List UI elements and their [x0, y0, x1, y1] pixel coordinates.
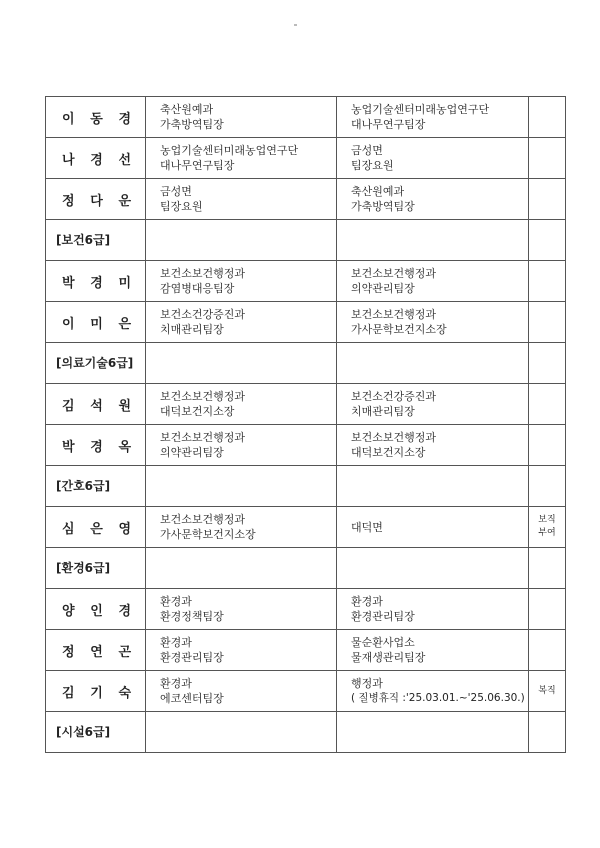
- previous-position: [146, 384, 337, 425]
- name-char: 원: [118, 398, 131, 414]
- remark: [529, 630, 566, 671]
- name-char: 인: [90, 603, 103, 619]
- name-char: 옥: [118, 439, 131, 455]
- person-name-cell: [46, 302, 146, 343]
- previous-position-line: 에코센터팀장: [160, 692, 224, 705]
- remark: [529, 138, 566, 179]
- person-name-cell: [46, 671, 146, 712]
- grade-category-label: [보건6급]: [46, 220, 146, 261]
- person-row: [46, 138, 566, 179]
- previous-position-line: 보건소보건행정과: [160, 390, 246, 403]
- new-position: [337, 97, 529, 138]
- previous-position-line: 팀장요원: [160, 200, 203, 213]
- new-position-line: 대덕보건지소장: [351, 446, 426, 459]
- personnel-table-body: [46, 97, 566, 753]
- previous-position: [146, 97, 337, 138]
- person-row: [46, 261, 566, 302]
- category-row: [46, 220, 566, 261]
- previous-position-line: 대나무연구팀장: [160, 159, 235, 172]
- new-position-line: 보건소건강증진과: [351, 390, 437, 403]
- empty-cell: [146, 220, 337, 261]
- previous-position-line: 보건소건강증진과: [160, 308, 246, 321]
- name-char: 정: [62, 644, 75, 660]
- name-char: 경: [90, 275, 103, 291]
- empty-cell: [337, 548, 529, 589]
- person-row: [46, 630, 566, 671]
- new-position-line: 가사문학보건지소장: [351, 323, 447, 336]
- name-char: 은: [118, 316, 131, 332]
- remark: [529, 589, 566, 630]
- name-char: 석: [90, 398, 103, 414]
- person-row: [46, 384, 566, 425]
- new-position: [337, 138, 529, 179]
- category-row: [46, 466, 566, 507]
- person-name: [46, 149, 145, 168]
- person-name: [46, 395, 145, 414]
- previous-position-line: 환경과: [160, 677, 192, 690]
- name-char: 박: [62, 439, 75, 455]
- new-position-line: 팀장요원: [351, 159, 394, 172]
- previous-position-line: 농업기술센터미래농업연구단: [160, 144, 299, 157]
- name-char: 미: [118, 275, 131, 291]
- person-row: [46, 97, 566, 138]
- name-char: 양: [62, 603, 75, 619]
- name-char: 심: [62, 521, 75, 537]
- name-char: 미: [90, 316, 103, 332]
- grade-category-label: [의료기술6급]: [46, 343, 146, 384]
- personnel-table: [45, 96, 566, 753]
- previous-position-line: 금성면: [160, 185, 192, 198]
- new-position: [337, 630, 529, 671]
- name-char: 경: [118, 603, 131, 619]
- previous-position: [146, 630, 337, 671]
- previous-position: [146, 261, 337, 302]
- previous-position-line: 치매관리팀장: [160, 323, 224, 336]
- person-name-cell: [46, 179, 146, 220]
- name-char: 경: [118, 111, 131, 127]
- name-char: 이: [62, 316, 75, 332]
- person-name-cell: [46, 630, 146, 671]
- name-char: 곤: [118, 644, 131, 660]
- previous-position: [146, 138, 337, 179]
- empty-cell: [337, 343, 529, 384]
- new-position-line: 물순환사업소: [351, 636, 415, 649]
- empty-cell: [529, 466, 566, 507]
- empty-cell: [146, 466, 337, 507]
- category-row: [46, 343, 566, 384]
- new-position-line: 대덕면: [351, 520, 383, 534]
- empty-cell: [337, 466, 529, 507]
- new-position: [337, 671, 529, 712]
- name-char: 경: [90, 439, 103, 455]
- new-position-line: 대나무연구팀장: [351, 118, 426, 131]
- new-position-line: 환경관리팀장: [351, 610, 415, 623]
- previous-position: [146, 302, 337, 343]
- person-row: [46, 179, 566, 220]
- name-char: 기: [90, 685, 103, 701]
- remark: [529, 302, 566, 343]
- person-row: [46, 302, 566, 343]
- name-char: 김: [62, 398, 75, 414]
- new-position-line: 가축방역팀장: [351, 200, 415, 213]
- new-position: [337, 589, 529, 630]
- previous-position-line: 가축방역팀장: [160, 118, 224, 131]
- new-position-line: 보건소보건행정과: [351, 308, 437, 321]
- previous-position-line: 보건소보건행정과: [160, 513, 246, 526]
- person-row: [46, 589, 566, 630]
- person-name: [46, 682, 145, 701]
- previous-position: [146, 179, 337, 220]
- remark: 복직: [529, 671, 566, 712]
- category-row: [46, 548, 566, 589]
- previous-position-line: 환경과: [160, 595, 192, 608]
- empty-cell: [529, 548, 566, 589]
- person-name: [46, 641, 145, 660]
- leave-note: ( 질병휴직 :'25.03.01.~'25.06.30.): [351, 692, 525, 704]
- previous-position: [146, 589, 337, 630]
- grade-category-label: [환경6급]: [46, 548, 146, 589]
- empty-cell: [529, 712, 566, 753]
- empty-cell: [337, 712, 529, 753]
- previous-position-line: 가사문학보건지소장: [160, 528, 256, 541]
- person-name: [46, 518, 145, 537]
- new-position-line: 농업기술센터미래농업연구단: [351, 103, 490, 116]
- name-char: 나: [62, 152, 75, 168]
- remark: [529, 179, 566, 220]
- new-position-line: 치매관리팀장: [351, 405, 415, 418]
- name-char: 동: [90, 111, 103, 127]
- remark: [529, 425, 566, 466]
- remark: [529, 97, 566, 138]
- category-row: [46, 712, 566, 753]
- previous-position-line: 환경과: [160, 636, 192, 649]
- previous-position-line: 대덕보건지소장: [160, 405, 235, 418]
- name-char: 정: [62, 193, 75, 209]
- name-char: 운: [118, 193, 131, 209]
- name-char: 김: [62, 685, 75, 701]
- previous-position: [146, 507, 337, 548]
- name-char: 영: [118, 521, 131, 537]
- person-name-cell: [46, 97, 146, 138]
- person-row: [46, 671, 566, 712]
- person-name-cell: [46, 589, 146, 630]
- new-position: [337, 425, 529, 466]
- empty-cell: [337, 220, 529, 261]
- name-char: 박: [62, 275, 75, 291]
- empty-cell: [146, 548, 337, 589]
- empty-cell: [529, 220, 566, 261]
- new-position-line: 행정과: [351, 677, 383, 690]
- previous-position-line: 환경관리팀장: [160, 651, 224, 664]
- name-char: 숙: [118, 685, 131, 701]
- new-position: [337, 179, 529, 220]
- person-name: [46, 313, 145, 332]
- previous-position-line: 감염병대응팀장: [160, 282, 235, 295]
- person-name-cell: [46, 425, 146, 466]
- new-position-line: 보건소보건행정과: [351, 431, 437, 444]
- person-name: [46, 190, 145, 209]
- new-position: [337, 261, 529, 302]
- grade-category-label: [시설6급]: [46, 712, 146, 753]
- name-char: 연: [90, 644, 103, 660]
- scan-mark: [294, 24, 297, 26]
- person-name-cell: [46, 507, 146, 548]
- person-name: [46, 436, 145, 455]
- previous-position-line: 환경정책팀장: [160, 610, 224, 623]
- new-position: [337, 384, 529, 425]
- remark: [529, 384, 566, 425]
- previous-position-line: 보건소보건행정과: [160, 267, 246, 280]
- person-name: [46, 600, 145, 619]
- empty-cell: [146, 343, 337, 384]
- new-position-line: 물재생관리팀장: [351, 651, 426, 664]
- previous-position-line: 의약관리팀장: [160, 446, 224, 459]
- remark: 보직 부여: [529, 507, 566, 548]
- grade-category-label: [간호6급]: [46, 466, 146, 507]
- person-name: [46, 272, 145, 291]
- new-position-line: 보건소보건행정과: [351, 267, 437, 280]
- new-position: [337, 302, 529, 343]
- person-name: [46, 108, 145, 127]
- name-char: 이: [62, 111, 75, 127]
- name-char: 다: [90, 193, 103, 209]
- person-row: [46, 425, 566, 466]
- previous-position-line: 축산원예과: [160, 103, 214, 116]
- name-char: 선: [118, 152, 131, 168]
- remark: [529, 261, 566, 302]
- empty-cell: [529, 343, 566, 384]
- new-position-line: 환경과: [351, 595, 383, 608]
- person-name-cell: [46, 261, 146, 302]
- new-position-line: 의약관리팀장: [351, 282, 415, 295]
- new-position-line: 축산원예과: [351, 185, 405, 198]
- person-row: [46, 507, 566, 548]
- previous-position-line: 보건소보건행정과: [160, 431, 246, 444]
- name-char: 경: [90, 152, 103, 168]
- person-name-cell: [46, 384, 146, 425]
- previous-position: [146, 671, 337, 712]
- empty-cell: [146, 712, 337, 753]
- name-char: 은: [90, 521, 103, 537]
- new-position-line: 금성면: [351, 144, 383, 157]
- previous-position: [146, 425, 337, 466]
- new-position: [337, 507, 529, 548]
- person-name-cell: [46, 138, 146, 179]
